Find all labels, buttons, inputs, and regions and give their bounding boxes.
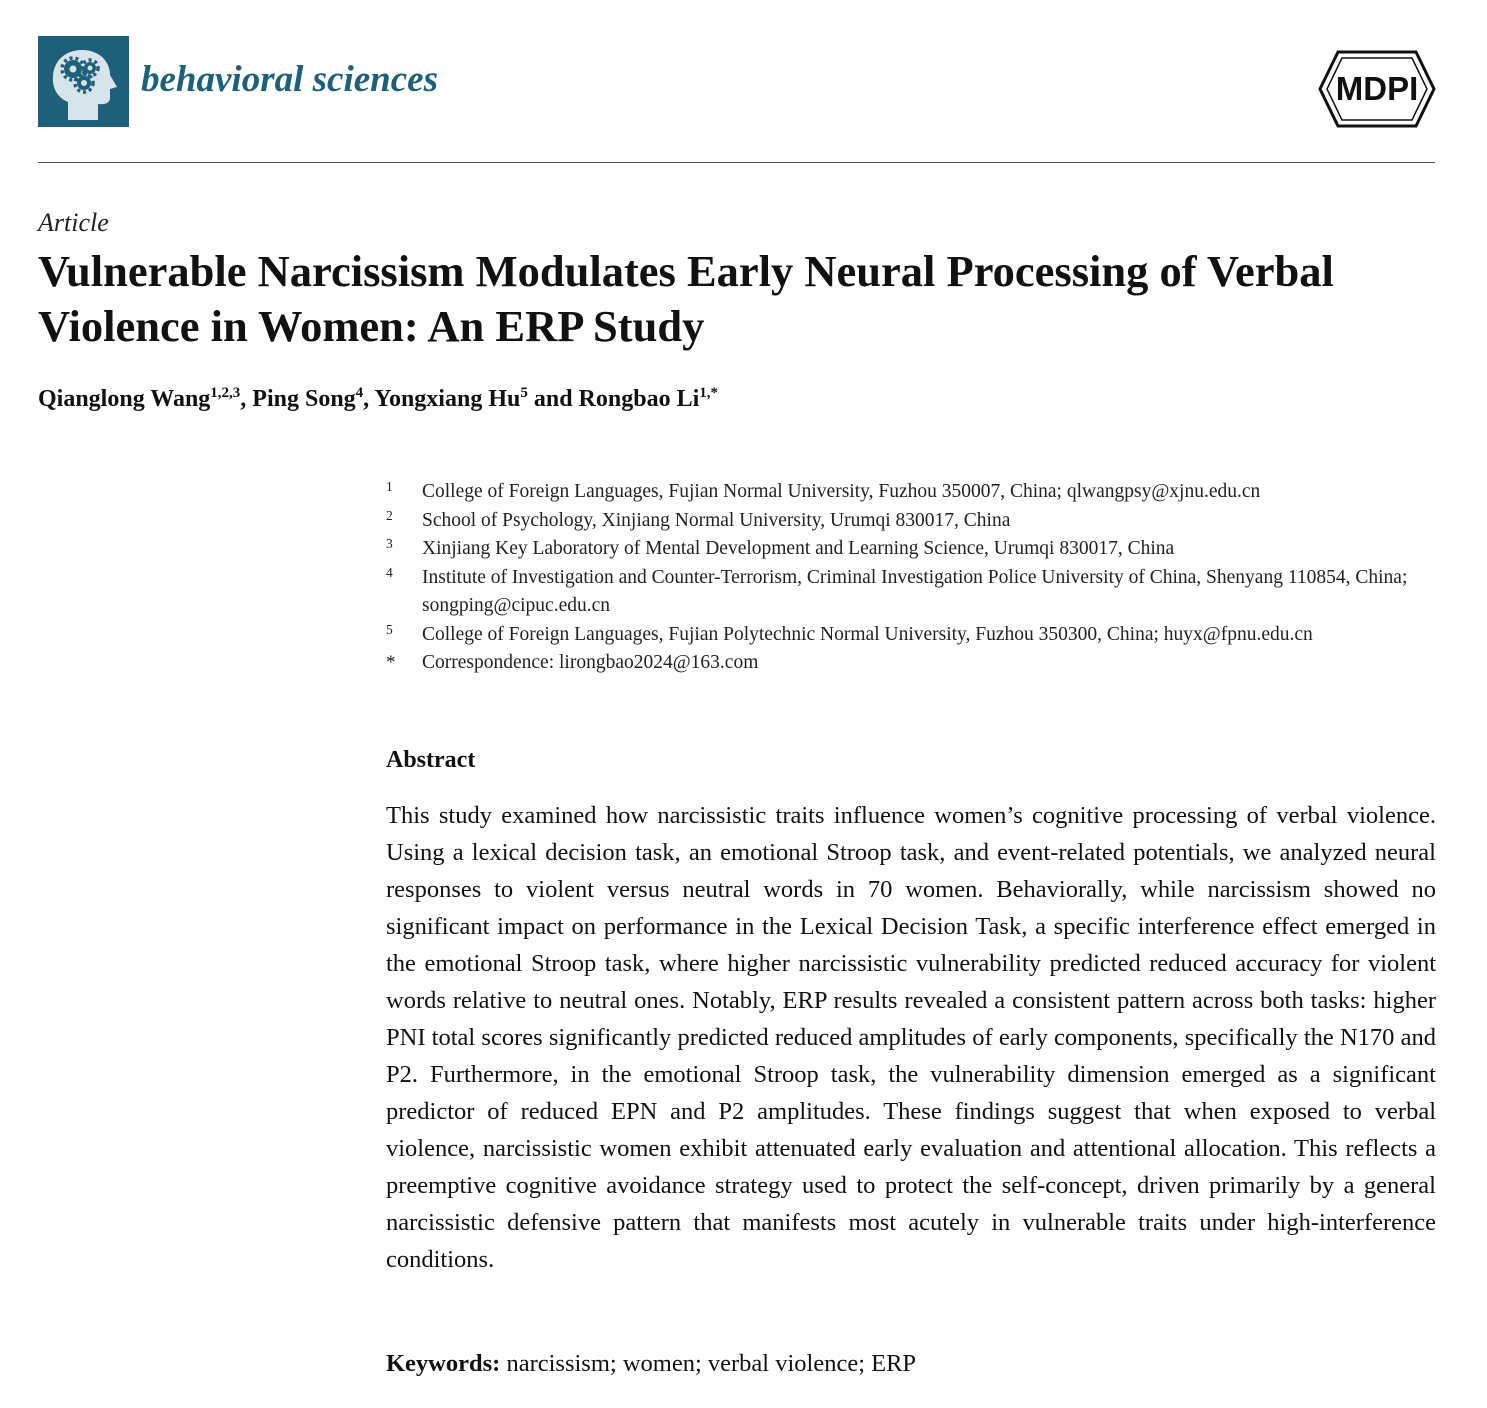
- correspondence-mark: *: [386, 652, 396, 673]
- affiliation-text: School of Psychology, Xinjiang Normal University, Urumqi 830017, China: [422, 509, 1011, 531]
- affiliation-item: [386, 535, 1436, 564]
- author-affiliation-ref: 5: [520, 385, 528, 401]
- affiliation-text: Xinjiang Key Laboratory of Mental Development and Learning Science, Urumqi 830017, China: [422, 538, 1175, 559]
- author-separator: ,: [363, 386, 375, 412]
- author-name: Ping Song: [252, 386, 356, 412]
- paper-title: Vulnerable Narcissism Modulates Early Neural Processing of Verbal Violence in Women: An ERP Study: [38, 246, 1334, 351]
- correspondence: [386, 649, 1436, 678]
- affiliation-text: College of Foreign Languages, Fujian Normal University, Fuzhou 350007, China; qlwangpsy@xjnu.edu.cn: [422, 481, 1261, 502]
- affiliation-number: 3: [386, 536, 393, 551]
- affiliation-item: [386, 564, 1436, 621]
- affiliation-text: College of Foreign Languages, Fujian Polytechnic Normal University, Fuzhou 350300, China; huyx@fpnu.edu.cn: [422, 623, 1313, 645]
- author-name: Rongbao Li: [578, 386, 700, 412]
- publisher-logo: [1318, 50, 1436, 128]
- head-gears-icon: [38, 36, 129, 127]
- header-rule: [38, 162, 1435, 163]
- abstract-text: This study examined how narcissistic traits influence women’s cognitive processing of verbal violence. Using a lexical decision task, an emotional Stroop task, and event-related potentials, we analyzed neural responses to violent versus neutral words in 70 women. Behaviorally, while narcissism showed no significant impact on performance in the Lexical Decision Task, a specific interference effect emerged in the emotional Stroop task, where higher narcissistic vulnerability predicted reduced accuracy for violent words relative to neutral ones. Notably, ERP results revealed a consistent pattern across both tasks: higher PNI total scores significantly predicted reduced amplitudes of early components, specifically the N170 and P2. Furthermore, in the emotional Stroop task, the vulnerability dimension emerged as a significant predictor of reduced EPN and P2 amplitudes. These findings suggest that when exposed to verbal violence, narcissistic women exhibit attenuated early evaluation and attentional allocation. This reflects a preemptive cognitive avoidance strategy used to protect the self-concept, driven primarily by a general narcissistic defensive pattern that manifests most acutely in vulnerable traits under high-interference conditions.: [386, 802, 1436, 1273]
- author-affiliation-ref: 1,*: [699, 385, 718, 401]
- article-type: Article: [38, 208, 109, 237]
- author-affiliation-ref: 4: [355, 385, 364, 401]
- publisher-logo-text: MDPI: [1335, 70, 1419, 107]
- keywords-text: narcissism; women; verbal violence; ERP: [506, 1350, 917, 1377]
- correspondence-text: Correspondence: lirongbao2024@163.com: [422, 652, 759, 673]
- abstract-heading: Abstract: [386, 747, 476, 773]
- keywords: [386, 1350, 916, 1378]
- affiliation-list: [386, 478, 1436, 678]
- author-name: Qianglong Wang: [38, 386, 211, 412]
- affiliation-number: 4: [386, 564, 393, 580]
- author-separator: ,: [240, 386, 253, 412]
- author-separator: and: [527, 386, 579, 412]
- affiliation-number: 5: [386, 621, 393, 637]
- affiliation-number: 2: [386, 507, 393, 523]
- author-affiliation-ref: 1,2,3: [210, 385, 241, 401]
- affiliation-item: [386, 478, 1436, 507]
- affiliation-number: 1: [386, 479, 393, 494]
- author-name: Yongxiang Hu: [374, 386, 521, 412]
- affiliation-item: [386, 621, 1436, 650]
- journal-name: behavioral sciences: [141, 59, 438, 100]
- affiliation-text: Institute of Investigation and Counter-Terrorism, Criminal Investigation Police University of China, Shenyang 110854, China; songping@cipuc.edu.cn: [422, 566, 1408, 616]
- author-list: [38, 386, 718, 413]
- affiliation-item: [386, 507, 1436, 536]
- journal-logo: [38, 36, 129, 127]
- keywords-label: Keywords:: [386, 1350, 501, 1377]
